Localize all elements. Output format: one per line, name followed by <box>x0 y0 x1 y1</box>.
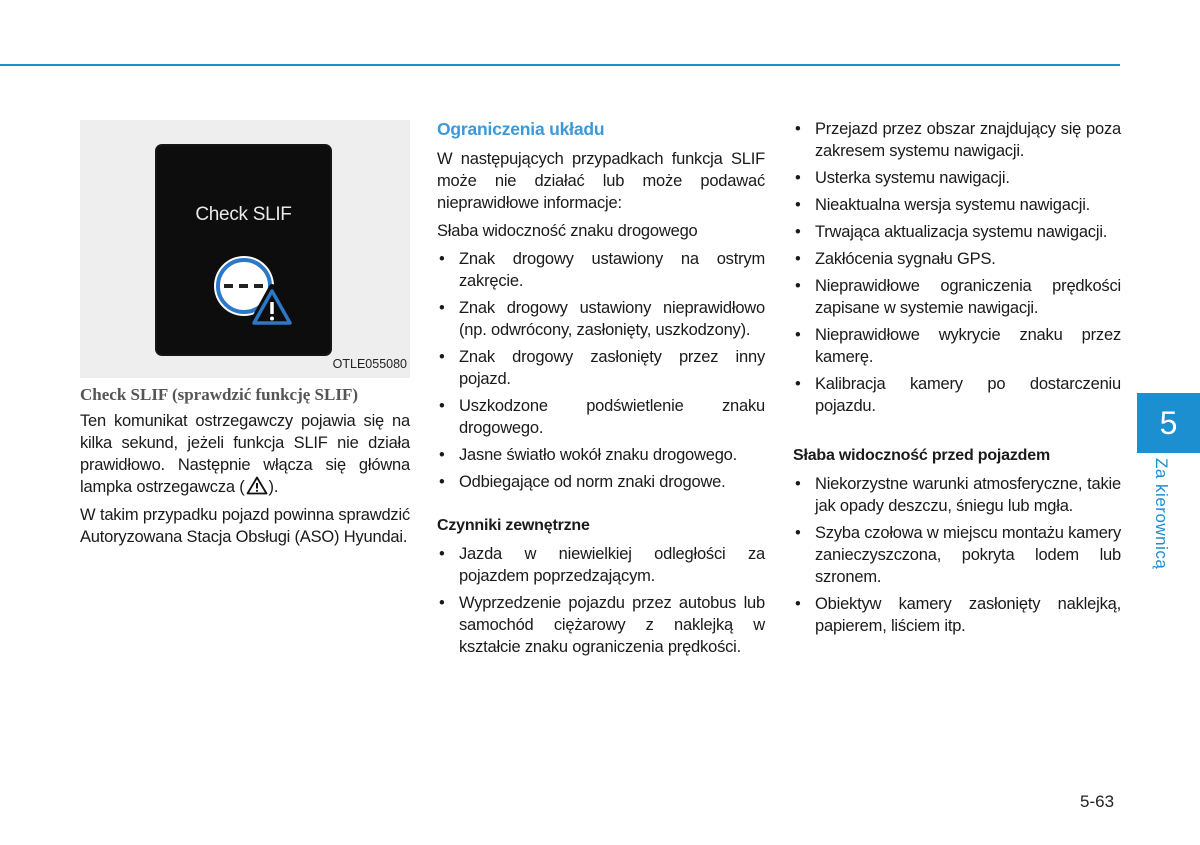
list-item: • Wyprzedzenie pojazdu przez autobus lub samochód ciężarowy z naklejką w kształcie znaku ograniczenia prędkości. <box>437 592 765 658</box>
list-item: • Niekorzystne warunki atmosferyczne, takie jak opady deszczu, śniegu lub mgła. <box>793 473 1121 517</box>
warning-text: Ten komunikat ostrzegawczy pojawia się na kilka sekund, jeżeli funkcja SLIF nie działa prawidłowo. Następnie włącza się główna lampka ostrzegawcza ( <box>80 412 410 496</box>
limitations-intro: W następujących przypadkach funkcja SLIF może nie działać lub może podawać nieprawidłowe informacje: <box>437 150 765 212</box>
list-item: • Usterka systemu nawigacji. <box>793 167 1121 189</box>
limitations-heading: Ograniczenia układu <box>437 119 605 139</box>
top-rule <box>0 64 1120 66</box>
list-item: • Uszkodzone podświetlenie znaku drogowego. <box>437 395 765 439</box>
list-item: • Nieprawidłowe wykrycie znaku przez kamerę. <box>793 324 1121 368</box>
chapter-label: Za kierownicą <box>1152 458 1171 570</box>
left-column <box>80 118 410 554</box>
list-item: • Nieaktualna wersja systemu nawigacji. <box>793 194 1121 216</box>
chapter-tab: 5 <box>1137 393 1200 453</box>
external-factors-list <box>437 543 765 658</box>
slif-figure <box>80 120 410 378</box>
list-item: • Jazda w niewielkiej odległości za pojazdem poprzedzającym. <box>437 543 765 587</box>
figure-code: OTLE055080 <box>332 357 407 371</box>
list-item: • Znak drogowy ustawiony na ostrym zakręcie. <box>437 248 765 292</box>
sign-visibility-subheading: Słaba widoczność znaku drogowego <box>437 222 698 240</box>
list-item: • Zakłócenia sygnału GPS. <box>793 248 1121 270</box>
list-item: • Kalibracja kamery po dostarczeniu pojazdu. <box>793 373 1121 417</box>
service-paragraph: W takim przypadku pojazd powinna sprawdzić Autoryzowana Stacja Obsługi (ASO) Hyundai. <box>80 506 410 546</box>
list-item: • Szyba czołowa w miejscu montażu kamery zanieczyszczona, pokryta lodem lub szronem. <box>793 522 1121 588</box>
list-item: • Obiektyw kamery zasłonięty naklejką, papierem, liściem itp. <box>793 593 1121 637</box>
list-item: • Przejazd przez obszar znajdujący się poza zakresem systemu nawigacji. <box>793 118 1121 162</box>
list-item: • Trwająca aktualizacja systemu nawigacji. <box>793 221 1121 243</box>
cluster-display <box>157 146 330 354</box>
middle-column <box>437 118 765 663</box>
sign-visibility-list <box>437 248 765 493</box>
warning-text-end: ). <box>268 478 279 496</box>
right-column <box>793 118 1121 642</box>
list-item: • Odbiegające od norm znaki drogowe. <box>437 471 765 493</box>
warning-paragraph <box>80 410 410 498</box>
list-item: • Nieprawidłowe ograniczenia prędkości zapisane w systemie nawigacji. <box>793 275 1121 319</box>
front-visibility-list <box>793 473 1121 637</box>
front-visibility-heading: Słaba widoczność przed pojazdem <box>793 447 1050 464</box>
external-factors-heading: Czynniki zewnętrzne <box>437 517 590 534</box>
list-item: • Znak drogowy ustawiony nieprawidłowo (np. odwrócony, zasłonięty, uszkodzony). <box>437 297 765 341</box>
list-item: • Znak drogowy zasłonięty przez inny pojazd. <box>437 346 765 390</box>
navigation-list <box>793 118 1121 417</box>
slif-warning-icon <box>209 251 299 335</box>
check-slif-heading: Check SLIF (sprawdzić funkcję SLIF) <box>80 385 358 404</box>
page-number: 5-63 <box>1080 792 1115 811</box>
check-slif-message: Check SLIF <box>195 204 292 225</box>
list-item: • Jasne światło wokół znaku drogowego. <box>437 444 765 466</box>
warning-triangle-icon <box>246 476 268 495</box>
